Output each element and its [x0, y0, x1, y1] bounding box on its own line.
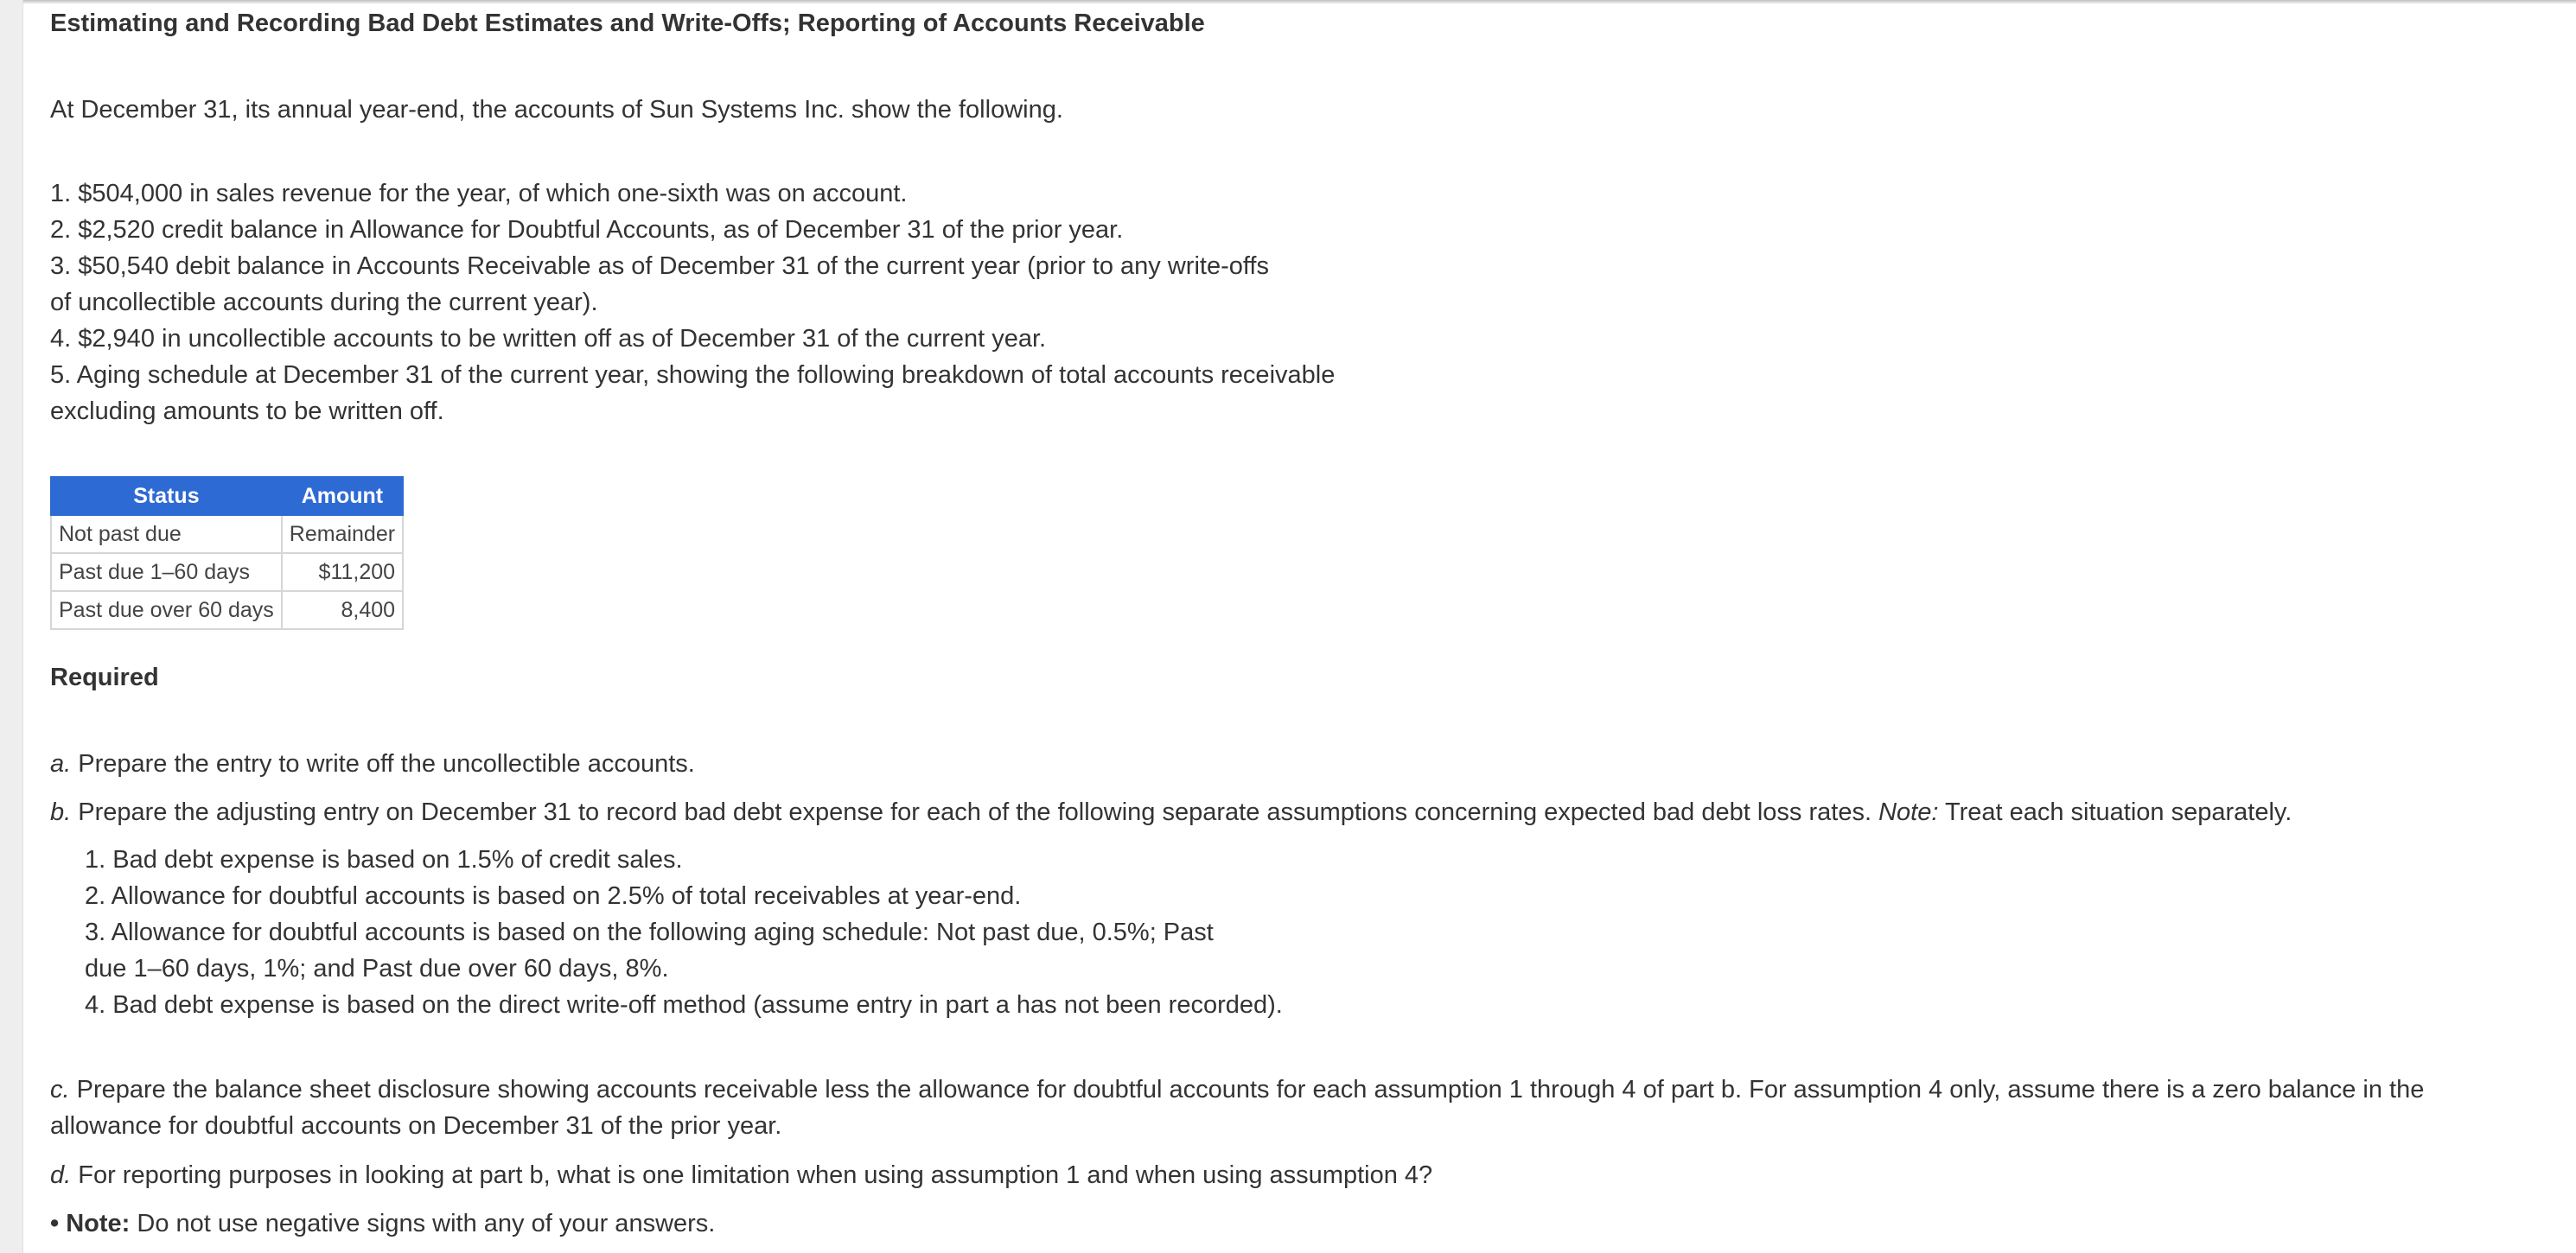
part-c [50, 1072, 2522, 1144]
aging-schedule-table [50, 476, 404, 630]
part-b-note-text: Treat each situation separately. [1938, 798, 2292, 826]
assumption-line: 3. Allowance for doubtful accounts is based on the following aging schedule: Not past due, 0.5%; Past [85, 919, 1214, 946]
status-cell: Not past due [51, 515, 282, 553]
status-cell: Past due 1–60 days [51, 553, 282, 591]
note-text: Do not use negative signs with any of your answers. [130, 1210, 716, 1237]
part-a-text: Prepare the entry to write off the uncollectible accounts. [71, 750, 695, 778]
status-cell: Past due over 60 days [51, 591, 282, 629]
page-title: Estimating and Recording Bad Debt Estimates and Write-Offs; Reporting of Accounts Receivable [50, 10, 1205, 37]
part-d-text: For reporting purposes in looking at part b, what is one limitation when using assumption 1 and when using assumption 4? [71, 1161, 1433, 1189]
assumption-line: 4. Bad debt expense is based on the direct write-off method (assume entry in part a has not been recorded). [85, 991, 1283, 1019]
note-label: Note: [66, 1210, 131, 1237]
fact-line: of uncollectible accounts during the current year). [50, 289, 598, 316]
fact-line: 5. Aging schedule at December 31 of the current year, showing the following breakdown of total accounts receivable [50, 361, 1336, 389]
required-heading: Required [50, 664, 159, 691]
assumption-line: 1. Bad debt expense is based on 1.5% of credit sales. [85, 846, 683, 874]
part-b-letter: b. [50, 798, 72, 826]
part-c-text: Prepare the balance sheet disclosure showing accounts receivable less the allowance for doubtful accounts for each assumption 1 through 4 of part b. For assumption 4 only, assume there is a zero balance in the allowance for doubtful accounts on December 31 of the prior year. [50, 1076, 2425, 1140]
part-b [50, 794, 2292, 830]
part-b-text: Prepare the adjusting entry on December 31 to record bad debt expense for each of the following separate assumptions concerning expected bad debt loss rates. [71, 798, 1879, 826]
intro-text: At December 31, its annual year-end, the accounts of Sun Systems Inc. show the following. [50, 96, 1063, 124]
fact-line: 3. $50,540 debit balance in Accounts Receivable as of December 31 of the current year (prior to any write-offs [50, 252, 1269, 280]
assumption-line: 2. Allowance for doubtful accounts is based on 2.5% of total receivables at year-end. [85, 882, 1022, 910]
assumption-line: due 1–60 days, 1%; and Past due over 60 days, 8%. [85, 955, 669, 983]
table-header-row [51, 477, 403, 515]
fact-line: excluding amounts to be written off. [50, 398, 444, 425]
assumptions-list [85, 842, 1312, 1023]
part-c-letter: c. [50, 1076, 70, 1104]
amount-column-header: Amount [282, 477, 403, 515]
fact-line: 2. $2,520 credit balance in Allowance for Doubtful Accounts, as of December 31 of the prior year. [50, 216, 1124, 244]
answer-note [50, 1205, 715, 1242]
part-d [50, 1157, 1432, 1193]
bullet-icon: • [50, 1210, 60, 1237]
part-d-letter: d. [50, 1161, 72, 1189]
left-margin-bar [0, 0, 23, 1253]
amount-cell: $11,200 [282, 553, 403, 591]
top-shadow [0, 0, 2576, 4]
fact-line: 1. $504,000 in sales revenue for the year, of which one-sixth was on account. [50, 180, 908, 207]
part-a [50, 746, 695, 782]
status-column-header: Status [51, 477, 282, 515]
fact-line: 4. $2,940 in uncollectible accounts to be written off as of December 31 of the current year. [50, 325, 1047, 353]
part-a-letter: a. [50, 750, 72, 778]
table-row [51, 553, 403, 591]
table-row [51, 515, 403, 553]
part-b-note-label: Note: [1878, 798, 1939, 826]
amount-cell: 8,400 [282, 591, 403, 629]
amount-cell: Remainder [282, 515, 403, 553]
facts-list [50, 175, 1381, 429]
table-row [51, 591, 403, 629]
